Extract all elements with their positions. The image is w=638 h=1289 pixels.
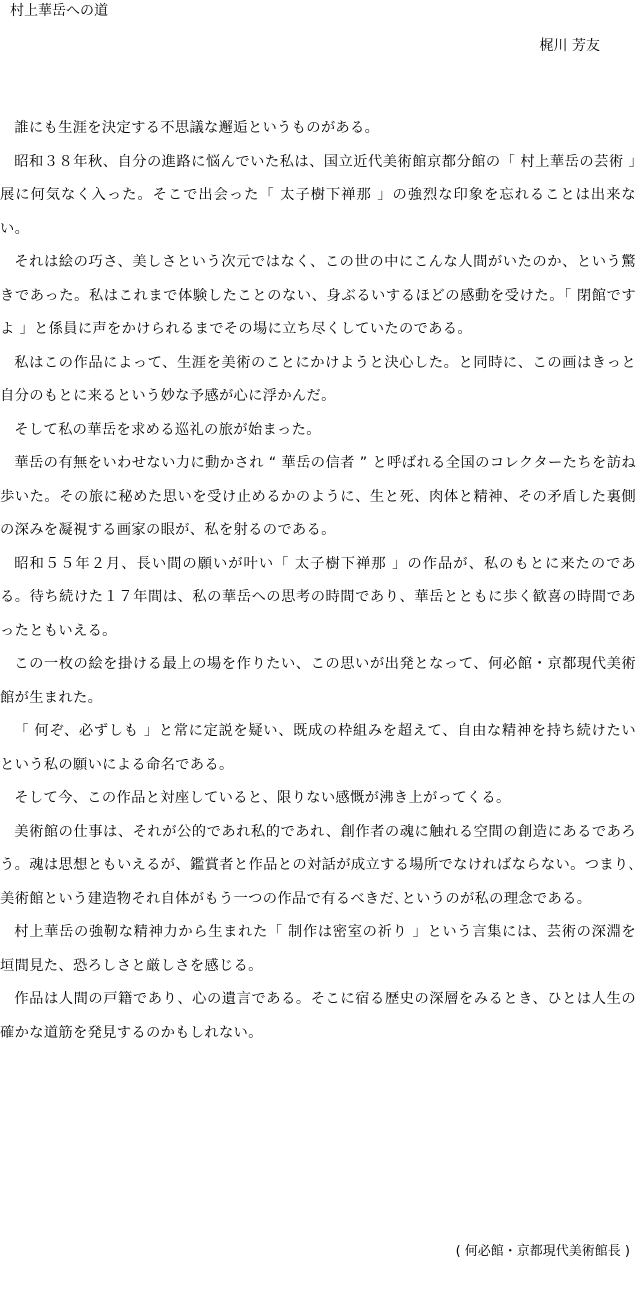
paragraph: 誰にも生涯を決定する不思議な邂逅というものがある。 [14, 120, 380, 136]
paragraph: 私はこの作品によって、生涯を美術のことにかけようと決心した。と同時に、この画はきっと自分のもとに来るという妙な予感が心に浮かんだ。 [0, 354, 636, 404]
paragraph: 美術館の仕事は、それが公的であれ私的であれ、創作者の魂に触れる空間の創造にあるであろう。魂は思想ともいえるが、鑑賞者と作品との対話が成立する場所でなければならない。つまり､美術館という建造物それ自体がもう一つの作品で有るべきだ､というのが私の理念である。 [0, 823, 636, 907]
paragraph: そして私の華岳を求める巡礼の旅が始まった。 [14, 421, 321, 438]
paragraph: 昭和３８年秋、自分の進路に悩んでいた私は、国立近代美術館京都分館の「 村上華岳の芸術 」展に何気なく入った。そこで出会った「 太子樹下禅那 」の強烈な印象を忘れることは出来ない。 [0, 153, 636, 237]
paragraph: それは絵の巧さ、美しさという次元ではなく、この世の中にこんな人間がいたのか、という驚きであった。私はこれまで体験したことのない、身ぶるいするほどの感動を受けた。「 閉館ですよ 」と係員に声をかけられるまでその場に立ち尽くしていたのである。 [0, 254, 636, 337]
paragraph: 作品は人間の戸籍であり、心の遺言である。そこに宿る歴史の深層をみるとき、ひとは人生の確かな道筋を発見するのかもしれない。 [0, 991, 636, 1041]
paragraph: そして今、この作品と対座していると、限りない感慨が沸き上がってくる。 [14, 790, 511, 806]
paragraph: 昭和５５年２月、長い間の願いが叶い「 太子樹下禅那 」の作品が、私のもとに来たのである。待ち続けた１７年間は、私の華岳への思考の時間であり、華岳とともに歩く歓喜の時間であったともいえる。 [0, 555, 636, 639]
document-title: 村上華岳への道 [10, 3, 108, 19]
paragraph: この一枚の絵を掛ける最上の場を作りたい、この思いが出発となって、何必館・京都現代美術館が生まれた。 [0, 656, 636, 706]
paragraph: 村上華岳の強靭な精神力から生まれた「 制作は密室の祈り 」という言集には、芸術の深淵を垣間見た、恐ろしさと厳しさを感じる。 [0, 924, 636, 974]
paragraph: 華岳の有無をいわせない力に動かされ “ 華岳の信者 ” と呼ばれる全国のコレクターたちを訪ね歩いた。その旅に秘めた思いを受け止めるかのように、生と死、肉体と精神、その矛盾した裏側の深みを凝視する画家の眼が、私を射るのである。 [0, 455, 636, 538]
paragraph: 「 何ぞ、必ずしも 」と常に定説を疑い、既成の枠組みを超えて、自由な精神を持ち続けたいという私の願いによる命名である。 [0, 723, 636, 773]
author-name: 梶川 芳友 [539, 38, 600, 54]
essay-body [0, 112, 636, 1050]
author-affiliation: ( 何必館・京都現代美術館長 ) [455, 1244, 630, 1259]
